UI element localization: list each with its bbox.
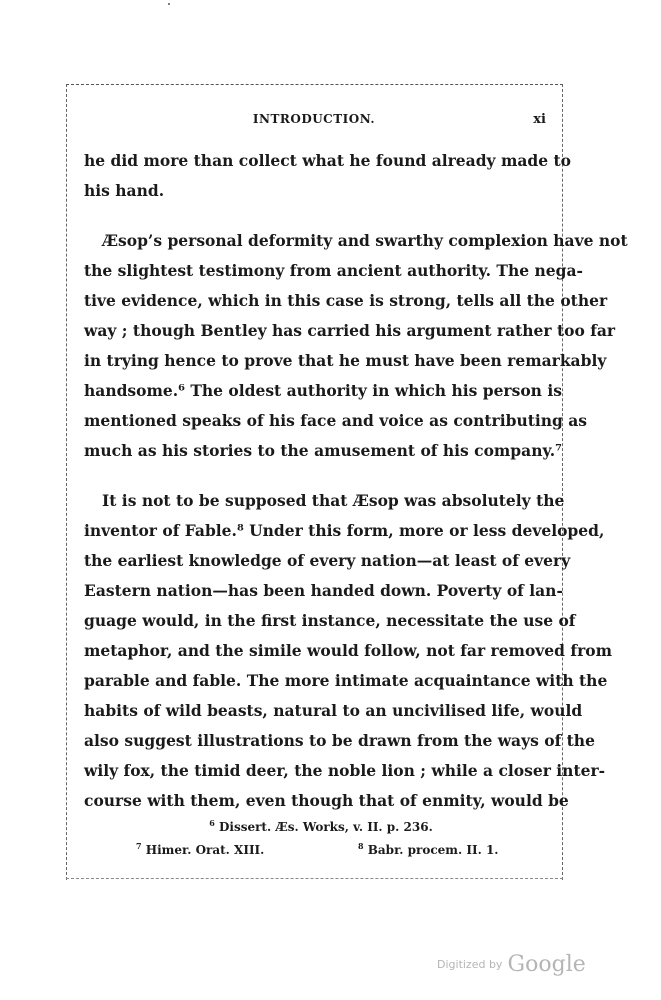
paragraph <box>84 226 628 466</box>
text-line: metaphor, and the simile would follow, not far removed from <box>84 641 612 660</box>
text-line: also suggest illustrations to be drawn from the ways of the <box>84 731 595 750</box>
text-line: handsome.⁶ The oldest authority in which his person is <box>84 381 562 400</box>
text-line: his hand. <box>84 181 165 200</box>
footnotes <box>84 814 544 856</box>
page-number: xi <box>533 112 546 127</box>
text-line: much as his stories to the amusement of his company.⁷ <box>84 441 562 460</box>
footnote-mark: 6 <box>209 818 215 828</box>
page-frame-bottom <box>66 878 563 879</box>
text-line: he did more than collect what he found already made to <box>84 151 571 170</box>
page-frame-left <box>66 84 67 880</box>
footnote-text: Dissert. Æs. Works, v. II. p. 236. <box>218 820 433 834</box>
digitized-watermark <box>437 952 586 977</box>
text-line: Æsop’s personal deformity and swarthy complexion have not <box>102 231 628 250</box>
footnote-8 <box>358 837 498 860</box>
scan-speck <box>168 3 170 5</box>
paragraph <box>84 486 612 816</box>
text-line: wily fox, the timid deer, the noble lion ; while a closer inter- <box>84 761 606 780</box>
footnote-text: Babr. procem. II. 1. <box>367 843 499 857</box>
text-line: habits of wild beasts, natural to an uncivilised life, would <box>84 701 583 720</box>
text-line: guage would, in the first instance, necessitate the use of <box>84 611 576 630</box>
page-body <box>84 146 628 816</box>
footnote-6 <box>84 814 544 837</box>
text-line: parable and fable. The more intimate acquaintance with the <box>84 671 608 690</box>
watermark-prefix: Digitized by <box>437 958 503 971</box>
footnote-text: Himer. Orat. XIII. <box>145 843 265 857</box>
text-line: in trying hence to prove that he must have been remarkably <box>84 351 607 370</box>
text-line: inventor of Fable.⁸ Under this form, more or less developed, <box>84 521 605 540</box>
text-line: Eastern nation—has been handed down. Poverty of lan- <box>84 581 563 600</box>
text-line: the slightest testimony from ancient authority. The nega- <box>84 261 583 280</box>
text-line: mentioned speaks of his face and voice as contributing as <box>84 411 588 430</box>
page-header <box>84 112 544 130</box>
footnote-7 <box>136 837 264 860</box>
google-logo: Google <box>507 952 586 977</box>
text-line: way ; though Bentley has carried his argument rather too far <box>84 321 616 340</box>
running-title: INTRODUCTION. <box>252 112 376 126</box>
text-line: It is not to be supposed that Æsop was absolutely the <box>102 491 565 510</box>
text-line: tive evidence, which in this case is strong, tells all the other <box>84 291 608 310</box>
text-line: course with them, even though that of enmity, would be <box>84 791 569 810</box>
page-frame-top <box>66 84 563 85</box>
paragraph <box>84 146 571 206</box>
footnote-mark: 8 <box>358 841 364 851</box>
footnote-mark: 7 <box>136 841 142 851</box>
text-line: the earliest knowledge of every nation—at least of every <box>84 551 571 570</box>
